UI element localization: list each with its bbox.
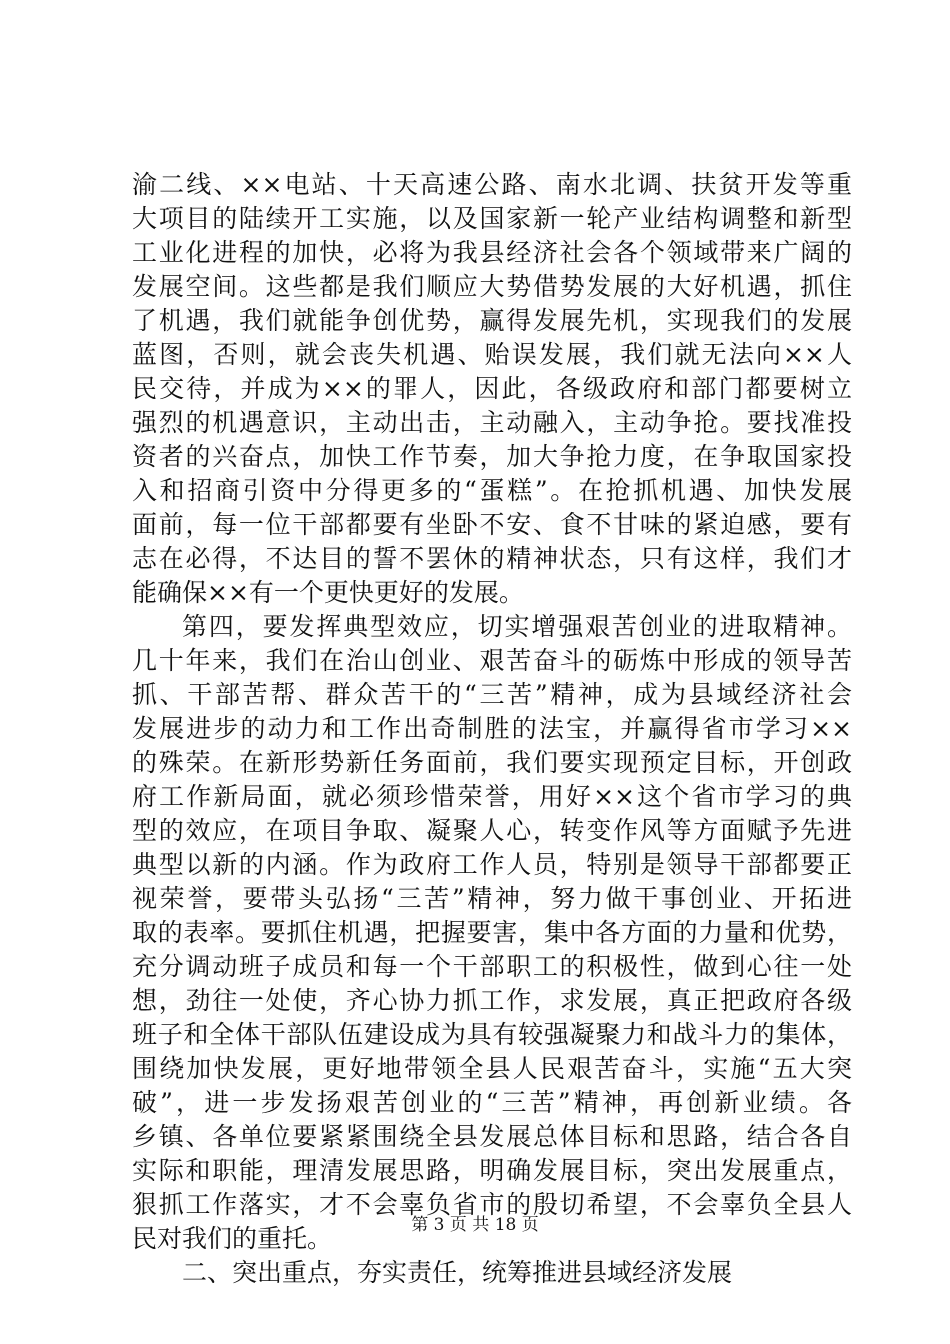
text-line: 了机遇，我们就能争创优势，赢得发展先机，实现我们的发展 (132, 306, 852, 335)
text-line: 围绕加快发展，更好地带领全县人民艰苦奋斗，实施“五大突 (132, 1054, 852, 1083)
text-line: 型的效应，在项目争取、凝聚人心，转变作风等方面赋予先进 (132, 816, 852, 845)
text-line: 狠抓工作落实，才不会辜负省市的殷切希望，不会辜负全县人 (132, 1190, 852, 1219)
text-line: 能确保××有一个更快更好的发展。 (132, 578, 524, 607)
text-line: 取的表率。要抓住机遇，把握要害，集中各方面的力量和优势， (132, 918, 852, 947)
text-line: 入和招商引资中分得更多的“蛋糕”。在抢抓机遇、加快发展 (132, 476, 852, 505)
text-line: 资者的兴奋点，加快工作节奏，加大争抢力度，在争取国家投 (132, 442, 852, 471)
text-line: 面前，每一位干部都要有坐卧不安、食不甘味的紧迫感，要有 (132, 510, 852, 539)
text-line: 的殊荣。在新形势新任务面前，我们要实现预定目标，开创政 (132, 748, 852, 777)
text-line: 府工作新局面，就必须珍惜荣誉，用好××这个省市学习的典 (132, 782, 852, 811)
text-line: 大项目的陆续开工实施，以及国家新一轮产业结构调整和新型 (132, 204, 852, 233)
text-line: 蓝图，否则，就会丧失机遇、贻误发展，我们就无法向××人 (132, 340, 852, 369)
text-line: 渝二线、××电站、十天高速公路、南水北调、扶贫开发等重 (132, 170, 852, 199)
text-line: 发展进步的动力和工作出奇制胜的法宝，并赢得省市学习×× (132, 714, 852, 743)
text-line: 强烈的机遇意识，主动出击，主动融入，主动争抢。要找准投 (132, 408, 852, 437)
text-line: 充分调动班子成员和每一个干部职工的积极性，做到心往一处 (132, 952, 852, 981)
text-line: 发展空间。这些都是我们顺应大势借势发展的大好机遇，抓住 (132, 272, 852, 301)
text-line: 民对我们的重托。 (132, 1224, 333, 1253)
paragraph-first-line: 第四，要发挥典型效应，切实增强艰苦创业的进取精神。 (182, 612, 852, 641)
text-line: 民交待，并成为××的罪人，因此，各级政府和部门都要树立 (132, 374, 852, 403)
text-line: 破”，进一步发扬艰苦创业的“三苦”精神，再创新业绩。各 (132, 1088, 852, 1117)
text-line: 几十年来，我们在治山创业、艰苦奋斗的砺炼中形成的领导苦 (132, 646, 852, 675)
text-line: 视荣誉，要带头弘扬“三苦”精神，努力做干事创业、开拓进 (132, 884, 852, 913)
text-line: 典型以新的内涵。作为政府工作人员，特别是领导干部都要正 (132, 850, 852, 879)
text-line: 实际和职能，理清发展思路，明确发展目标，突出发展重点， (132, 1156, 852, 1185)
text-line: 乡镇、各单位要紧紧围绕全县发展总体目标和思路，结合各自 (132, 1122, 852, 1151)
text-line: 想，劲往一处使，齐心协力抓工作，求发展，真正把政府各级 (132, 986, 852, 1015)
section-heading: 二、突出重点，夯实责任，统筹推进县域经济发展 (182, 1258, 733, 1287)
text-line: 志在必得，不达目的誓不罢休的精神状态，只有这样，我们才 (132, 544, 852, 573)
text-line: 抓、干部苦帮、群众苦干的“三苦”精神，成为县域经济社会 (132, 680, 852, 709)
page-number: 第 3 页 共 18 页 (411, 1215, 539, 1235)
text-line: 工业化进程的加快，必将为我县经济社会各个领域带来广阔的 (132, 238, 852, 267)
text-line: 班子和全体干部队伍建设成为具有较强凝聚力和战斗力的集体， (132, 1020, 852, 1049)
